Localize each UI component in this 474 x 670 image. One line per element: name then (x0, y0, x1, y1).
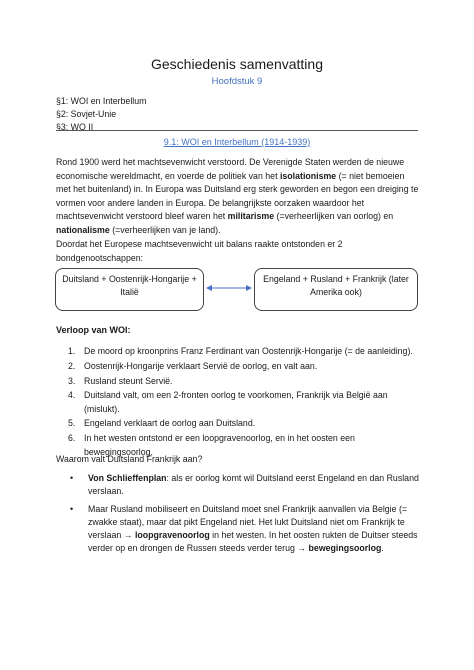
table-of-contents (56, 95, 146, 134)
document-title: Geschiedenis samenvatting (151, 56, 323, 72)
list-number: 1. (68, 346, 76, 356)
course-heading: Verloop van WOI: (56, 325, 131, 335)
list-item (56, 345, 420, 358)
list-number: 5. (68, 418, 76, 429)
toc-item: §1: WOI en Interbellum (56, 96, 147, 106)
numbered-list (56, 345, 420, 460)
text-run: Maar Rusland mobiliseert en Duitsland moet snel Frankrijk aanvallen via Belgie (= zwakke staat), maar dat pikt Engeland niet. Het lukt Duitsland niet om Frankrijk te verslaan → (88, 503, 408, 541)
list-item (56, 417, 420, 430)
list-item (56, 389, 420, 416)
text-run: (=verheerlijken van je land). (109, 224, 221, 235)
text-run: in het westen. In het oosten rukten de Duitser steeds verder op en drongen de Russen steeds verder terug → (88, 530, 418, 554)
alliance-central-powers-box: Duitsland + Oostenrijk-Hongarije + Italië (55, 268, 204, 311)
term-loopgravenoorlog: loopgravenoorlog (134, 530, 210, 541)
toc-item: §2: Sovjet-Unie (56, 109, 117, 119)
bullet-list (56, 472, 420, 560)
term-militarisme: militarisme (227, 211, 275, 221)
list-item-text: Rusland steunt Servië. (84, 375, 173, 386)
text-run: (= niet bemoeien met het buitenland) in. In Europa was Duitsland erg sterk geworden en begon een dreiging te vormen voor andere landen in Europa. De belangrijkste oorzaken waardoor het machtsevenwicht verstoord bleef waren het (56, 170, 419, 221)
text-run: : als er oorlog komt wil Duitsland eerst Engeland en dan Rusland verslaan. (88, 473, 419, 497)
text-run: Rond 1900 werd het machtsevenwicht verstoord. De Verenigde Staten werden de nieuwe economische wereldmacht, en voerde de politiek van het (56, 157, 405, 181)
double-arrow-icon (206, 283, 252, 293)
list-item-text: Engeland verklaart de oorlog aan Duitsland. (84, 418, 256, 429)
list-number: 2. (68, 360, 76, 371)
alliances-paragraph: Doordat het Europese machtsevenwicht uit balans raakte ontstonden er 2 bondgenootschappen: (56, 239, 343, 263)
list-item (56, 472, 420, 499)
list-number: 4. (68, 390, 76, 401)
list-number: 6. (68, 433, 76, 444)
list-item (56, 375, 420, 388)
term-isolationisme: isolationisme (279, 170, 337, 181)
list-item-text: Oostenrijk-Hongarije verklaart Servië de oorlog, en valt aan. (84, 360, 318, 371)
alliance-entente-box: Engeland + Rusland + Frankrijk (later Amerika ook) (254, 268, 418, 311)
list-item-text: De moord op kroonprins Franz Ferdinant van Oostenrijk-Hongarije (= de aanleiding). (84, 346, 413, 356)
list-number: 3. (68, 375, 76, 386)
term-schlieffenplan: Von Schlieffenplan (88, 473, 167, 483)
text-run: (=verheerlijken van oorlog) en (274, 211, 394, 221)
list-item-text: In het westen ontstond er een loopgravenoorlog, en in het oosten een bewegingsoorlog. (84, 433, 355, 457)
list-item-text: Duitsland valt, om een 2-fronten oorlog te voorkomen, Frankrijk via België aan (mislukt). (84, 390, 388, 414)
section-heading-link[interactable]: 9.1: WOI en Interbellum (1914-1939) (163, 137, 311, 147)
intro-paragraph (56, 156, 420, 237)
text-run: . (381, 543, 384, 554)
bullet-icon: • (70, 503, 74, 514)
document-subtitle: Hoofdstuk 9 (211, 76, 263, 87)
term-bewegingsoorlog: bewegingsoorlog (308, 543, 382, 554)
question-text: Waarom valt Duitsland Frankrijk aan? (56, 454, 203, 464)
horizontal-divider (56, 130, 418, 131)
bullet-icon: • (70, 473, 74, 483)
list-item (56, 360, 420, 373)
term-nationalisme: nationalisme (56, 224, 110, 235)
toc-item: §3: WO II (56, 122, 94, 132)
list-item (56, 503, 420, 556)
